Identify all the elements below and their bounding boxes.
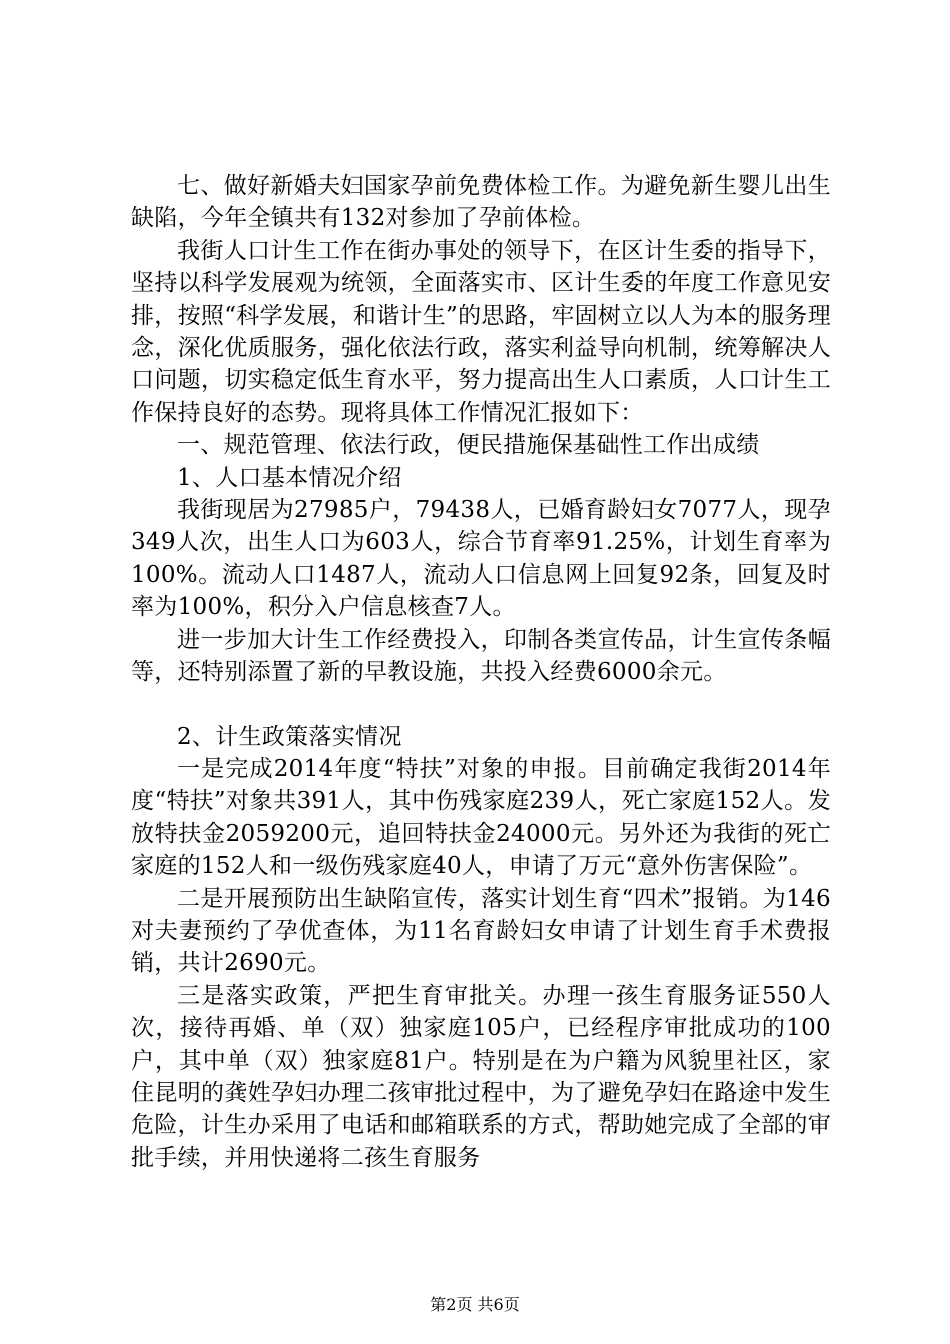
subsection-heading-2: 2、计生政策落实情况: [177, 723, 402, 750]
paragraph-birth-approval: 三是落实政策，严把生育审批关。办理一孩生育服务证550人次，接待再婚、单（双）独家庭105户，已经程序审批成功的100户，其中单（双）独家庭81户。特别是在为户籍为风貌里社区，家住昆明的龚姓孕妇办理二孩审批过程中，为了避免孕妇在路途中发生危险，计生办采用了电话和邮箱联系的方式，帮助她完成了全部的审批手续，并用快递将二孩生育服务: [131, 982, 831, 1171]
paragraph-funding: 进一步加大计生工作经费投入，印制各类宣传品，计生宣传条幅等，还特别添置了新的早教设施，共投入经费6000余元。: [131, 626, 831, 686]
page-number-footer: 第2页 共6页: [430, 1295, 520, 1314]
paragraph-intro: 我街人口计生工作在街办事处的领导下，在区计生委的指导下，坚持以科学发展观为统领，全面落实市、区计生委的年度工作意见安排，按照“科学发展，和谐计生”的思路，牢固树立以人为本的服务理念，深化优质服务，强化依法行政，落实利益导向机制，统筹解决人口问题，切实稳定低生育水平，努力提高出生人口素质，人口计生工作保持良好的态势。现将具体工作情况汇报如下：: [131, 237, 831, 426]
paragraph-birth-defect-prevention: 二是开展预防出生缺陷宣传，落实计划生育“四术”报销。为146对夫妻预约了孕优查体，为11名育龄妇女申请了计划生育手术费报销，共计2690元。: [131, 885, 831, 977]
subsection-heading-1: 1、人口基本情况介绍: [177, 464, 402, 491]
paragraph-special-support: 一是完成2014年度“特扶”对象的申报。目前确定我街2014年度“特扶”对象共391人，其中伤残家庭239人，死亡家庭152人。发放特扶金2059200元，追回特扶金24000元。另外还为我街的死亡家庭的152人和一级伤残家庭40人，申请了万元“意外伤害保险”。: [131, 755, 831, 880]
section-heading-1: 一、规范管理、依法行政，便民措施保基础性工作出成绩: [177, 432, 760, 459]
paragraph-population-stats: 我街现居为27985户，79438人，已婚育龄妇女7077人，现孕349人次，出生人口为603人，综合节育率91.25%，计划生育率为100%。流动人口1487人，流动人口信息网上回复92条，回复及时率为100%，积分入户信息核查7人。: [131, 497, 831, 621]
paragraph-spacer: [131, 689, 831, 721]
document-body: [131, 170, 831, 1174]
paragraph-premarital-checkup: 七、做好新婚夫妇国家孕前免费体检工作。为避免新生婴儿出生缺陷，今年全镇共有132对参加了孕前体检。: [131, 173, 831, 232]
